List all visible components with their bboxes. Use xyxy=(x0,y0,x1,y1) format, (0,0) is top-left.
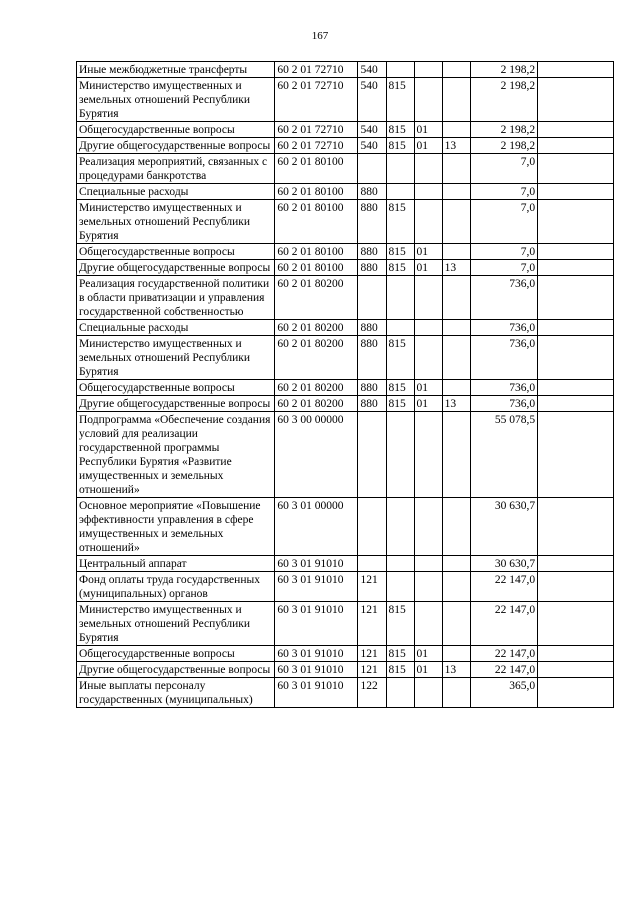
empty-cell xyxy=(538,184,614,200)
subsection-code-cell: 13 xyxy=(442,138,470,154)
amount-cell: 7,0 xyxy=(470,184,538,200)
empty-cell xyxy=(538,662,614,678)
table-row xyxy=(77,380,614,396)
ministry-code-cell: 815 xyxy=(386,380,414,396)
table-row xyxy=(77,412,614,498)
ministry-code-cell: 815 xyxy=(386,336,414,380)
ministry-code-cell xyxy=(386,678,414,708)
section-code-cell: 01 xyxy=(414,260,442,276)
target-article-code-cell: 60 2 01 72710 xyxy=(275,62,358,78)
table-row xyxy=(77,138,614,154)
expense-type-cell xyxy=(358,154,386,184)
ministry-code-cell xyxy=(386,62,414,78)
row-name-cell: Иные выплаты персоналу государственных (муниципальных) xyxy=(77,678,275,708)
table-row xyxy=(77,244,614,260)
section-code-cell xyxy=(414,200,442,244)
expense-type-cell: 880 xyxy=(358,396,386,412)
row-name-cell: Другие общегосударственные вопросы xyxy=(77,260,275,276)
empty-cell xyxy=(538,122,614,138)
target-article-code-cell: 60 2 01 80100 xyxy=(275,184,358,200)
section-code-cell: 01 xyxy=(414,662,442,678)
section-code-cell: 01 xyxy=(414,122,442,138)
amount-cell: 365,0 xyxy=(470,678,538,708)
row-name-cell: Другие общегосударственные вопросы xyxy=(77,662,275,678)
empty-cell xyxy=(538,276,614,320)
amount-cell: 2 198,2 xyxy=(470,138,538,154)
target-article-code-cell: 60 3 01 91010 xyxy=(275,556,358,572)
expense-type-cell: 121 xyxy=(358,572,386,602)
table-row xyxy=(77,662,614,678)
row-name-cell: Реализация государственной политики в области приватизации и управления государственной собственностью xyxy=(77,276,275,320)
expense-type-cell: 880 xyxy=(358,200,386,244)
subsection-code-cell xyxy=(442,572,470,602)
section-code-cell xyxy=(414,556,442,572)
ministry-code-cell xyxy=(386,498,414,556)
table-row xyxy=(77,556,614,572)
subsection-code-cell xyxy=(442,498,470,556)
amount-cell: 7,0 xyxy=(470,154,538,184)
empty-cell xyxy=(538,678,614,708)
amount-cell: 7,0 xyxy=(470,200,538,244)
table-row xyxy=(77,276,614,320)
empty-cell xyxy=(538,396,614,412)
subsection-code-cell xyxy=(442,602,470,646)
empty-cell xyxy=(538,602,614,646)
empty-cell xyxy=(538,154,614,184)
target-article-code-cell: 60 3 01 91010 xyxy=(275,572,358,602)
subsection-code-cell xyxy=(442,320,470,336)
expense-type-cell: 121 xyxy=(358,646,386,662)
expense-type-cell: 540 xyxy=(358,138,386,154)
row-name-cell: Другие общегосударственные вопросы xyxy=(77,396,275,412)
target-article-code-cell: 60 2 01 80200 xyxy=(275,276,358,320)
empty-cell xyxy=(538,78,614,122)
page-number: 167 xyxy=(311,30,329,42)
amount-cell: 30 630,7 xyxy=(470,498,538,556)
empty-cell xyxy=(538,572,614,602)
table-row xyxy=(77,122,614,138)
section-code-cell xyxy=(414,78,442,122)
target-article-code-cell: 60 3 01 91010 xyxy=(275,602,358,646)
empty-cell xyxy=(538,62,614,78)
amount-cell: 736,0 xyxy=(470,396,538,412)
subsection-code-cell xyxy=(442,200,470,244)
ministry-code-cell xyxy=(386,412,414,498)
ministry-code-cell xyxy=(386,572,414,602)
table-row xyxy=(77,184,614,200)
subsection-code-cell xyxy=(442,276,470,320)
amount-cell: 55 078,5 xyxy=(470,412,538,498)
target-article-code-cell: 60 2 01 80200 xyxy=(275,380,358,396)
row-name-cell: Специальные расходы xyxy=(77,320,275,336)
section-code-cell xyxy=(414,572,442,602)
target-article-code-cell: 60 2 01 80100 xyxy=(275,244,358,260)
section-code-cell xyxy=(414,678,442,708)
section-code-cell: 01 xyxy=(414,380,442,396)
amount-cell: 2 198,2 xyxy=(470,62,538,78)
table-row xyxy=(77,336,614,380)
target-article-code-cell: 60 2 01 80100 xyxy=(275,154,358,184)
target-article-code-cell: 60 2 01 72710 xyxy=(275,122,358,138)
subsection-code-cell: 13 xyxy=(442,662,470,678)
subsection-code-cell xyxy=(442,336,470,380)
expense-type-cell: 880 xyxy=(358,184,386,200)
amount-cell: 22 147,0 xyxy=(470,572,538,602)
amount-cell: 22 147,0 xyxy=(470,662,538,678)
target-article-code-cell: 60 3 01 00000 xyxy=(275,498,358,556)
row-name-cell: Центральный аппарат xyxy=(77,556,275,572)
expense-type-cell: 121 xyxy=(358,662,386,678)
section-code-cell xyxy=(414,498,442,556)
empty-cell xyxy=(538,412,614,498)
ministry-code-cell: 815 xyxy=(386,78,414,122)
subsection-code-cell: 13 xyxy=(442,396,470,412)
empty-cell xyxy=(538,260,614,276)
target-article-code-cell: 60 2 01 80100 xyxy=(275,260,358,276)
budget-table-body xyxy=(77,62,614,708)
section-code-cell xyxy=(414,336,442,380)
amount-cell: 2 198,2 xyxy=(470,122,538,138)
empty-cell xyxy=(538,336,614,380)
empty-cell xyxy=(538,646,614,662)
row-name-cell: Министерство имущественных и земельных отношений Республики Бурятия xyxy=(77,336,275,380)
section-code-cell xyxy=(414,184,442,200)
table-row xyxy=(77,200,614,244)
expense-type-cell: 540 xyxy=(358,78,386,122)
row-name-cell: Общегосударственные вопросы xyxy=(77,122,275,138)
ministry-code-cell: 815 xyxy=(386,646,414,662)
section-code-cell xyxy=(414,276,442,320)
ministry-code-cell: 815 xyxy=(386,602,414,646)
target-article-code-cell: 60 2 01 80100 xyxy=(275,200,358,244)
table-row xyxy=(77,572,614,602)
ministry-code-cell: 815 xyxy=(386,662,414,678)
expense-type-cell: 880 xyxy=(358,336,386,380)
table-row xyxy=(77,602,614,646)
expense-type-cell xyxy=(358,556,386,572)
row-name-cell: Министерство имущественных и земельных отношений Республики Бурятия xyxy=(77,602,275,646)
subsection-code-cell xyxy=(442,78,470,122)
amount-cell: 736,0 xyxy=(470,276,538,320)
row-name-cell: Общегосударственные вопросы xyxy=(77,380,275,396)
ministry-code-cell xyxy=(386,276,414,320)
expense-type-cell xyxy=(358,412,386,498)
expense-type-cell: 540 xyxy=(358,122,386,138)
table-row xyxy=(77,320,614,336)
section-code-cell xyxy=(414,412,442,498)
section-code-cell: 01 xyxy=(414,244,442,260)
ministry-code-cell: 815 xyxy=(386,138,414,154)
ministry-code-cell xyxy=(386,184,414,200)
target-article-code-cell: 60 3 00 00000 xyxy=(275,412,358,498)
amount-cell: 22 147,0 xyxy=(470,646,538,662)
section-code-cell: 01 xyxy=(414,138,442,154)
row-name-cell: Общегосударственные вопросы xyxy=(77,244,275,260)
subsection-code-cell: 13 xyxy=(442,260,470,276)
empty-cell xyxy=(538,138,614,154)
section-code-cell xyxy=(414,154,442,184)
subsection-code-cell xyxy=(442,380,470,396)
amount-cell: 736,0 xyxy=(470,336,538,380)
section-code-cell xyxy=(414,602,442,646)
subsection-code-cell xyxy=(442,678,470,708)
target-article-code-cell: 60 3 01 91010 xyxy=(275,646,358,662)
expense-type-cell: 880 xyxy=(358,244,386,260)
ministry-code-cell: 815 xyxy=(386,122,414,138)
row-name-cell: Министерство имущественных и земельных отношений Республики Бурятия xyxy=(77,78,275,122)
expense-type-cell xyxy=(358,498,386,556)
amount-cell: 736,0 xyxy=(470,380,538,396)
ministry-code-cell: 815 xyxy=(386,244,414,260)
target-article-code-cell: 60 2 01 72710 xyxy=(275,138,358,154)
table-row xyxy=(77,396,614,412)
empty-cell xyxy=(538,498,614,556)
ministry-code-cell: 815 xyxy=(386,396,414,412)
subsection-code-cell xyxy=(442,412,470,498)
row-name-cell: Основное мероприятие «Повышение эффективности управления в сфере имущественных и земельных отношений» xyxy=(77,498,275,556)
amount-cell: 7,0 xyxy=(470,244,538,260)
row-name-cell: Фонд оплаты труда государственных (муниципальных) органов xyxy=(77,572,275,602)
empty-cell xyxy=(538,320,614,336)
row-name-cell: Реализация мероприятий, связанных с процедурами банкротства xyxy=(77,154,275,184)
target-article-code-cell: 60 3 01 91010 xyxy=(275,678,358,708)
table-row xyxy=(77,260,614,276)
empty-cell xyxy=(538,556,614,572)
ministry-code-cell: 815 xyxy=(386,200,414,244)
subsection-code-cell xyxy=(442,184,470,200)
expense-type-cell: 880 xyxy=(358,320,386,336)
empty-cell xyxy=(538,200,614,244)
target-article-code-cell: 60 2 01 80200 xyxy=(275,320,358,336)
target-article-code-cell: 60 3 01 91010 xyxy=(275,662,358,678)
target-article-code-cell: 60 2 01 80200 xyxy=(275,396,358,412)
section-code-cell xyxy=(414,320,442,336)
table-row xyxy=(77,678,614,708)
budget-table xyxy=(76,61,614,708)
subsection-code-cell xyxy=(442,154,470,184)
ministry-code-cell: 815 xyxy=(386,260,414,276)
amount-cell: 22 147,0 xyxy=(470,602,538,646)
amount-cell: 30 630,7 xyxy=(470,556,538,572)
ministry-code-cell xyxy=(386,154,414,184)
ministry-code-cell xyxy=(386,556,414,572)
section-code-cell: 01 xyxy=(414,646,442,662)
row-name-cell: Подпрограмма «Обеспечение создания условий для реализации государственной программы Республики Бурятия «Развитие имущественных и земельных отношений» xyxy=(77,412,275,498)
subsection-code-cell xyxy=(442,122,470,138)
amount-cell: 2 198,2 xyxy=(470,78,538,122)
empty-cell xyxy=(538,244,614,260)
ministry-code-cell xyxy=(386,320,414,336)
amount-cell: 736,0 xyxy=(470,320,538,336)
subsection-code-cell xyxy=(442,244,470,260)
table-row xyxy=(77,154,614,184)
section-code-cell: 01 xyxy=(414,396,442,412)
target-article-code-cell: 60 2 01 72710 xyxy=(275,78,358,122)
expense-type-cell: 540 xyxy=(358,62,386,78)
table-row xyxy=(77,646,614,662)
expense-type-cell: 880 xyxy=(358,380,386,396)
row-name-cell: Иные межбюджетные трансферты xyxy=(77,62,275,78)
subsection-code-cell xyxy=(442,62,470,78)
expense-type-cell: 121 xyxy=(358,602,386,646)
expense-type-cell: 880 xyxy=(358,260,386,276)
row-name-cell: Другие общегосударственные вопросы xyxy=(77,138,275,154)
subsection-code-cell xyxy=(442,646,470,662)
expense-type-cell: 122 xyxy=(358,678,386,708)
row-name-cell: Специальные расходы xyxy=(77,184,275,200)
row-name-cell: Общегосударственные вопросы xyxy=(77,646,275,662)
expense-type-cell xyxy=(358,276,386,320)
row-name-cell: Министерство имущественных и земельных отношений Республики Бурятия xyxy=(77,200,275,244)
table-row xyxy=(77,498,614,556)
target-article-code-cell: 60 2 01 80200 xyxy=(275,336,358,380)
amount-cell: 7,0 xyxy=(470,260,538,276)
empty-cell xyxy=(538,380,614,396)
table-row xyxy=(77,78,614,122)
table-row xyxy=(77,62,614,78)
section-code-cell xyxy=(414,62,442,78)
subsection-code-cell xyxy=(442,556,470,572)
